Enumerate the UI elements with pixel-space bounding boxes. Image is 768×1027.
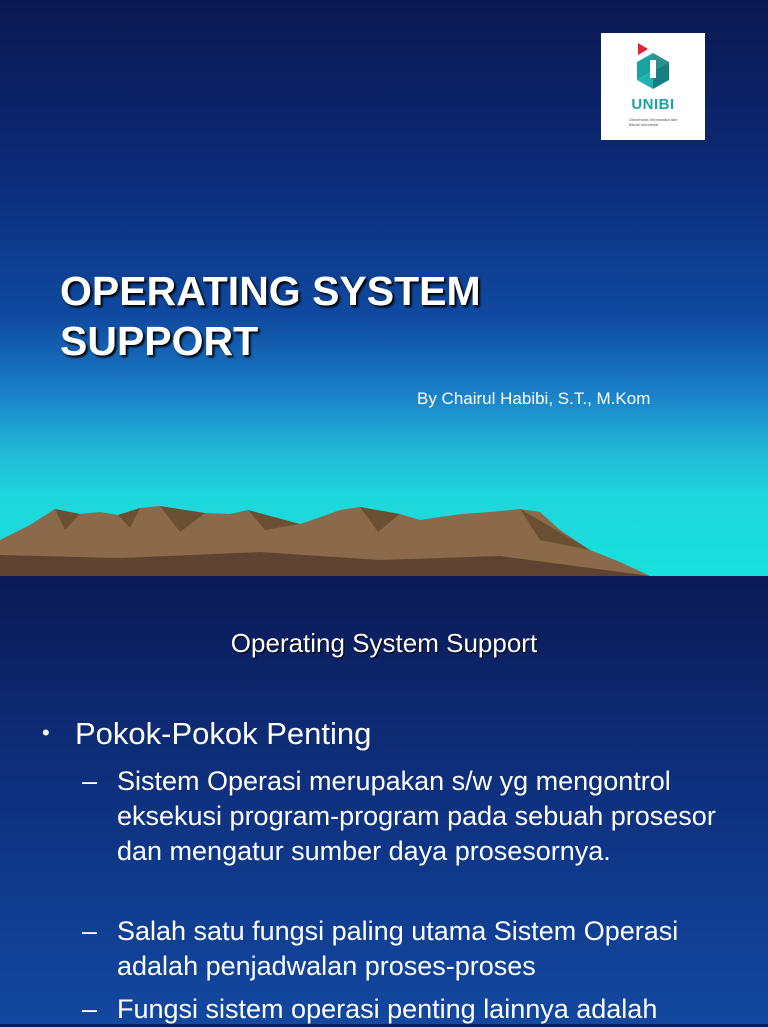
title-line-1: OPERATING SYSTEM — [60, 268, 481, 314]
slide-title — [60, 266, 620, 366]
mountains-illustration — [0, 500, 768, 576]
dash-marker: – — [82, 916, 98, 946]
sub-item-text: Fungsi sistem operasi penting lainnya adalah — [117, 994, 658, 1024]
title-line-2: SUPPORT — [60, 318, 259, 364]
logo-text: UNIBI — [631, 96, 675, 113]
unibi-logo-icon — [601, 33, 705, 103]
content-slide-title: Operating System Support — [230, 628, 538, 658]
dash-marker: – — [82, 994, 98, 1024]
bullet-item — [42, 716, 371, 752]
author-line: By Chairul Habibi, S.T., M.Kom — [417, 389, 651, 408]
sub-item-text: Salah satu fungsi paling utama Sistem Operasi adalah penjadwalan proses-proses — [117, 916, 679, 981]
sub-item-text: Sistem Operasi merupakan s/w yg mengontrol eksekusi program-program pada sebuah prosesor dan mengatur sumber daya prosesornya. — [117, 766, 716, 866]
bullet-text: Pokok-Pokok Penting — [75, 716, 372, 751]
unibi-logo — [601, 33, 705, 140]
logo-subtitle: Universitas Informatika dan Bisnis Indonesia — [629, 117, 678, 127]
sub-item-3 — [82, 992, 732, 1027]
sub-item-1 — [82, 764, 732, 869]
sub-item-2 — [82, 914, 732, 984]
bullet-dot-icon: • — [42, 720, 50, 745]
dash-marker: – — [82, 766, 98, 796]
